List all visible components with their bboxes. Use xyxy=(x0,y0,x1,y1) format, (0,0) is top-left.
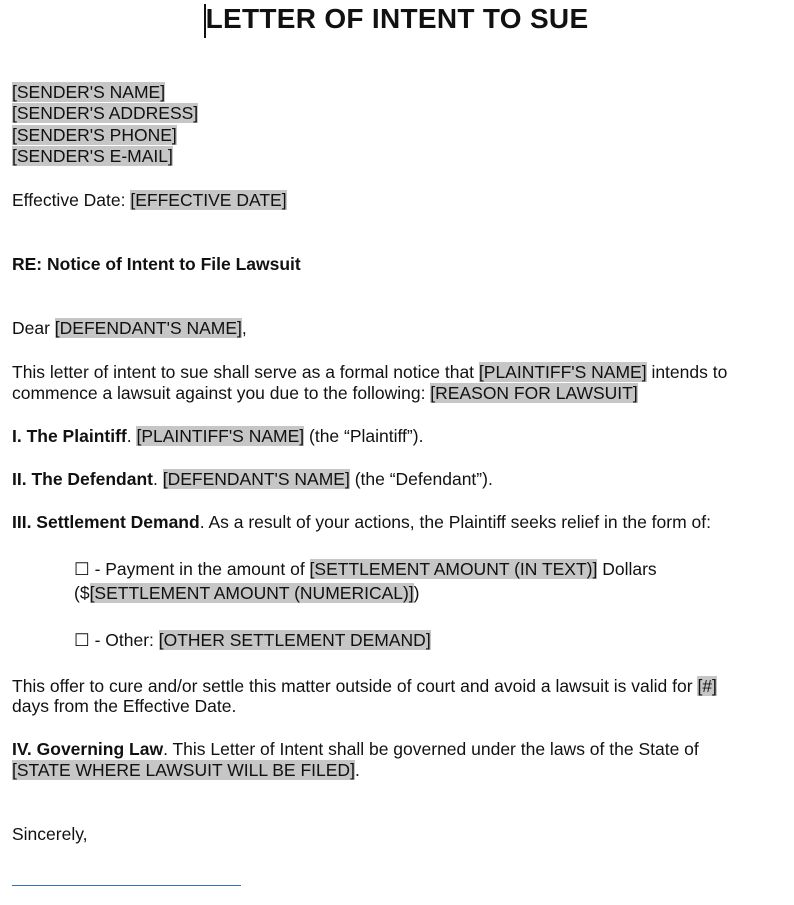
sender-address-line xyxy=(12,102,198,124)
intro-text-2: intends to xyxy=(646,362,728,382)
intro-line-1 xyxy=(12,361,727,383)
effective-date-label: Effective Date: xyxy=(12,190,131,210)
effective-date-line xyxy=(12,189,287,211)
plaintiff-tail: (the “Plaintiff”). xyxy=(304,426,424,446)
salutation-prefix: Dear xyxy=(12,318,55,338)
plaintiff-section-field[interactable]: [PLAINTIFF'S NAME] xyxy=(136,426,305,446)
defendant-section xyxy=(12,468,493,490)
payment-prefix: - Payment in the amount of xyxy=(89,559,310,579)
closing: Sincerely, xyxy=(12,824,88,844)
sender-name-line xyxy=(12,81,165,103)
defendant-tail: (the “Defendant”). xyxy=(349,469,493,489)
payment-checkbox[interactable]: ☐ xyxy=(74,559,90,579)
signature-line[interactable] xyxy=(12,885,241,886)
settlement-heading: III. Settlement Demand xyxy=(12,512,200,532)
sender-email-line xyxy=(12,145,173,167)
effective-date-field[interactable]: [EFFECTIVE DATE] xyxy=(130,190,287,210)
settlement-section xyxy=(12,511,711,533)
governing-law-text: . This Letter of Intent shall be governed under the laws of the State of xyxy=(163,739,699,759)
settlement-amount-numerical-field[interactable]: [SETTLEMENT AMOUNT (NUMERICAL)] xyxy=(89,583,414,603)
re-line: RE: Notice of Intent to File Lawsuit xyxy=(12,254,301,274)
intro-text-1: This letter of intent to sue shall serve as a formal notice that xyxy=(12,362,479,382)
state-field[interactable]: [STATE WHERE LAWSUIT WILL BE FILED] xyxy=(12,760,355,780)
intro-text-3: commence a lawsuit against you due to the following: xyxy=(12,383,431,403)
salutation-line xyxy=(12,317,247,339)
plaintiff-section xyxy=(12,425,423,447)
plaintiff-name-field[interactable]: [PLAINTIFF'S NAME] xyxy=(478,362,647,382)
paren-open: ($ xyxy=(74,583,90,603)
plaintiff-sep: . xyxy=(126,426,137,446)
payment-dollars: Dollars xyxy=(597,559,657,579)
defendant-sep: . xyxy=(152,469,163,489)
defendant-heading: II. The Defendant xyxy=(12,469,153,489)
intro-line-2 xyxy=(12,382,638,404)
sender-address-field[interactable]: [SENDER'S ADDRESS] xyxy=(12,103,199,123)
settlement-text: . As a result of your actions, the Plaintiff seeks relief in the form of: xyxy=(199,512,711,532)
days-field[interactable]: [#] xyxy=(697,676,717,696)
salutation-suffix: , xyxy=(241,318,247,338)
defendant-section-field[interactable]: [DEFENDANT'S NAME] xyxy=(162,469,350,489)
sender-email-field[interactable]: [SENDER'S E-MAIL] xyxy=(12,146,173,166)
sender-phone-field[interactable]: [SENDER'S PHONE] xyxy=(12,125,177,145)
governing-law-tail: . xyxy=(354,760,360,780)
other-settlement-field[interactable]: [OTHER SETTLEMENT DEMAND] xyxy=(158,630,431,650)
defendant-name-field[interactable]: [DEFENDANT'S NAME] xyxy=(54,318,242,338)
sender-name-field[interactable]: [SENDER'S NAME] xyxy=(12,82,166,102)
settlement-amount-text-field[interactable]: [SETTLEMENT AMOUNT (IN TEXT)] xyxy=(309,559,598,579)
sender-phone-line xyxy=(12,124,177,146)
payment-option-line-2 xyxy=(74,582,420,604)
payment-option-line xyxy=(74,558,657,580)
validity-line-2: days from the Effective Date. xyxy=(12,696,237,716)
other-prefix: - Other: xyxy=(89,630,159,650)
validity-text-1: This offer to cure and/or settle this matter outside of court and avoid a lawsuit is valid for xyxy=(12,676,698,696)
governing-law-line-2 xyxy=(12,759,360,781)
text-cursor xyxy=(204,4,206,38)
validity-line-1 xyxy=(12,675,717,697)
reason-field[interactable]: [REASON FOR LAWSUIT] xyxy=(430,383,638,403)
other-checkbox[interactable]: ☐ xyxy=(74,630,90,650)
governing-law-heading: IV. Governing Law xyxy=(12,739,164,759)
plaintiff-heading: I. The Plaintiff xyxy=(12,426,127,446)
governing-law-line-1 xyxy=(12,738,699,760)
paren-close: ) xyxy=(413,583,420,603)
document-title: LETTER OF INTENT TO SUE xyxy=(205,3,589,34)
other-option-line xyxy=(74,629,431,651)
